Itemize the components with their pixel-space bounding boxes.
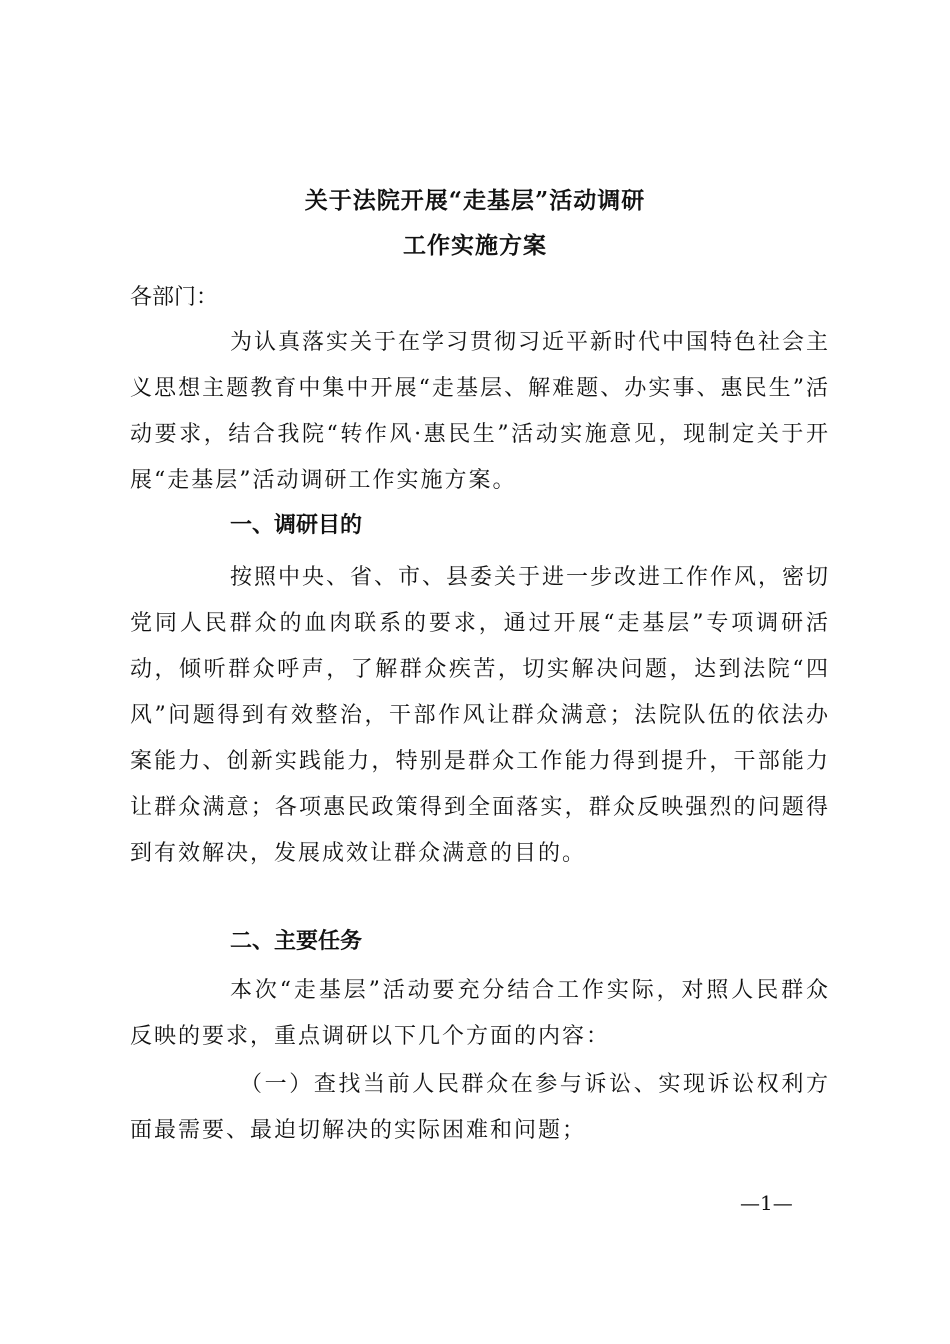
section-1-heading: 一、调研目的 bbox=[230, 513, 363, 538]
intro-paragraph: 为认真落实关于在学习贯彻习近平新时代中国特色社会主义思想主题教育中集中开展“走基层、解难题、办实事、惠民生”活动要求，结合我院“转作风·惠民生”活动实施意见，现制定关于开展“走基层”活动调研工作实施方案。 bbox=[130, 330, 831, 493]
page-number: —1— bbox=[740, 1191, 793, 1215]
section-2-heading: 二、主要任务 bbox=[230, 929, 363, 954]
salutation: 各部门： bbox=[130, 285, 219, 310]
task-item-1: （一）查找当前人民群众在参与诉讼、实现诉讼权利方面最需要、最迫切解决的实际困难和问题； bbox=[130, 1072, 830, 1143]
section-1-paragraph: 按照中央、省、市、县委关于进一步改进工作作风，密切党同人民群众的血肉联系的要求，通过开展“走基层”专项调研活动，倾听群众呼声，了解群众疾苦，切实解决问题，达到法院“四风”问题得到有效整治，干部作风让群众满意；法院队伍的依法办案能力、创新实践能力，特别是群众工作能力得到提升，干部能力让群众满意；各项惠民政策得到全面落实，群众反映强烈的问题得到有效解决，发展成效让群众满意的目的。 bbox=[130, 565, 831, 866]
document-title-line-1: 关于法院开展“走基层”活动调研 bbox=[304, 187, 646, 214]
document-title-line-2: 工作实施方案 bbox=[403, 232, 547, 259]
section-2-paragraph: 本次“走基层”活动要充分结合工作实际，对照人民群众反映的要求，重点调研以下几个方面的内容： bbox=[130, 978, 830, 1049]
